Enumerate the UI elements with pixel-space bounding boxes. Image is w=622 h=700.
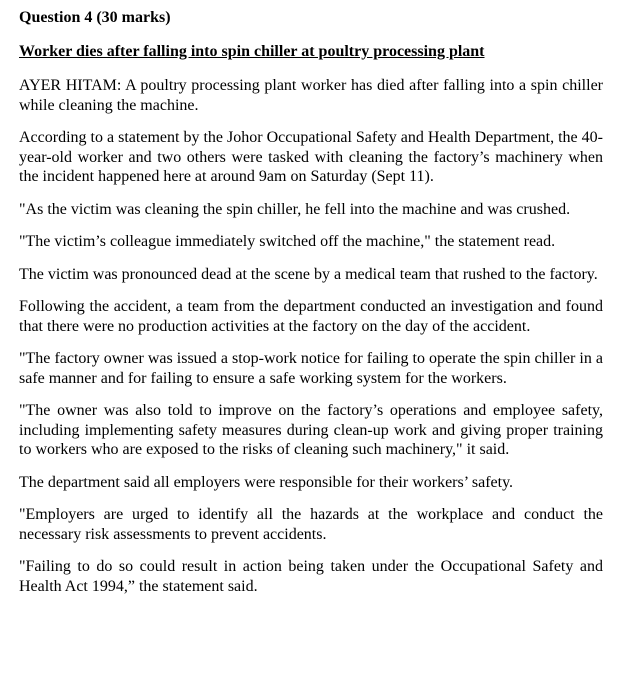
- article-paragraph-6: Following the accident, a team from the department conducted an investigation and found that there were no production activities at the factory on the day of the accident.: [19, 298, 603, 335]
- article-paragraph-7: "The factory owner was issued a stop-work notice for failing to operate the spin chiller in a safe manner and for failing to ensure a safe working system for the workers.: [19, 350, 603, 387]
- article-paragraph-8: "The owner was also told to improve on the factory’s operations and employee safety, including implementing safety measures during clean-up work and giving proper training to workers who are exposed to the risks of cleaning such machinery," it said.: [19, 402, 603, 458]
- question-heading: Question 4 (30 marks): [19, 9, 171, 26]
- article-paragraph-3: "As the victim was cleaning the spin chiller, he fell into the machine and was crushed.: [19, 200, 571, 218]
- article-paragraph-1: AYER HITAM: A poultry processing plant worker has died after falling into a spin chiller while cleaning the machine.: [19, 77, 603, 114]
- article-paragraph-2: According to a statement by the Johor Occupational Safety and Health Department, the 40-year-old worker and two others were tasked with cleaning the factory’s machinery when the incident happened here at around 9am on Saturday (Sept 11).: [19, 129, 603, 185]
- article-paragraph-11: "Failing to do so could result in action being taken under the Occupational Safety and Health Act 1994,” the statement said.: [19, 558, 603, 595]
- article-paragraph-10: "Employers are urged to identify all the hazards at the workplace and conduct the necessary risk assessments to prevent accidents.: [19, 506, 603, 543]
- article-paragraph-5: The victim was pronounced dead at the scene by a medical team that rushed to the factory.: [19, 265, 598, 283]
- document-page: [19, 8, 603, 609]
- article-paragraph-9: The department said all employers were responsible for their workers’ safety.: [19, 473, 514, 491]
- article-paragraph-4: "The victim’s colleague immediately switched off the machine," the statement read.: [19, 233, 556, 250]
- article-title: Worker dies after falling into spin chiller at poultry processing plant: [19, 43, 485, 60]
